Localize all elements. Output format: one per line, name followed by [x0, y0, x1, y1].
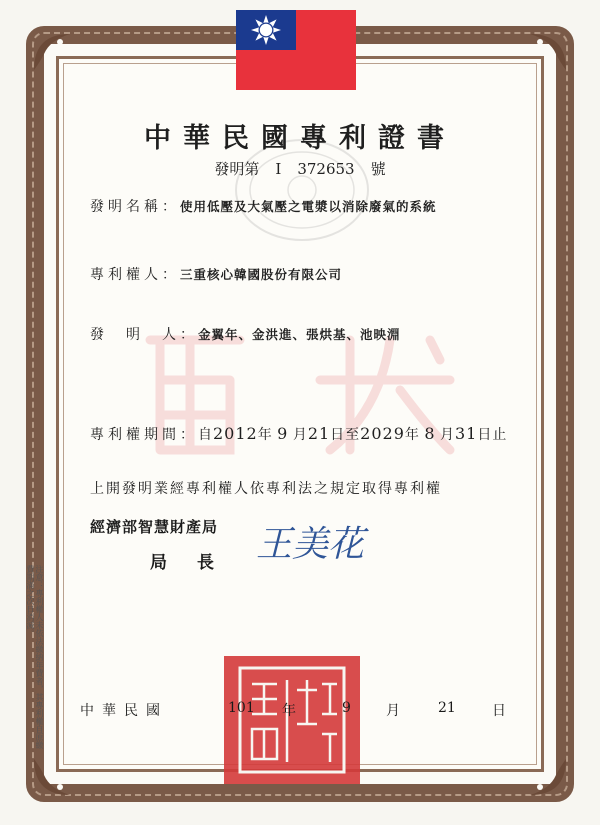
issue-day-word: 日: [492, 703, 506, 719]
director-title: 局長: [150, 553, 244, 573]
patentee-value: 三重核心韓國股份有限公司: [180, 267, 343, 282]
inventors-row: [90, 324, 401, 344]
patent-term-row: [90, 424, 507, 444]
dragon-corner-top-left-icon: [30, 30, 76, 76]
term-to: 至: [345, 427, 361, 443]
invention-name-value: 使用低壓及大氣壓之電漿以消除廢氣的系統: [180, 199, 437, 214]
national-flag-icon: [236, 10, 356, 90]
term-day-word: 日: [330, 427, 346, 443]
term-start-day: 21: [307, 424, 331, 443]
issue-day: 21: [438, 700, 456, 716]
number-suffix: 號: [370, 160, 386, 178]
patent-number: [0, 158, 600, 179]
issue-year-word: 年: [282, 703, 296, 719]
signature-text: 王美花: [256, 524, 365, 565]
invention-name-label: 發明名稱：: [90, 199, 180, 215]
issue-year: 101: [228, 700, 255, 716]
issue-month: 9: [342, 700, 351, 716]
term-from: 自: [198, 427, 213, 443]
closing-statement: 上開發明業經專利權人依專利法之規定取得專利權: [90, 481, 442, 497]
dragon-corner-bottom-right-icon: [524, 753, 570, 799]
number-value: 372653: [297, 160, 355, 178]
term-end-month: 8: [424, 424, 436, 443]
official-seal-stamp: [222, 654, 362, 786]
issuing-agency: 經濟部智慧財產局: [90, 518, 219, 536]
dragon-corner-top-right-icon: [524, 30, 570, 76]
certificate-title: 中華民國專利證書: [144, 123, 456, 154]
term-end-word: 日止: [477, 427, 508, 443]
term-month-word: 月: [292, 427, 308, 443]
term-year-word-2: 年: [404, 427, 420, 443]
issue-date: [80, 700, 520, 720]
issue-month-word: 月: [386, 703, 400, 719]
dragon-corner-bottom-left-icon: [30, 753, 76, 799]
patentee-row: [90, 264, 342, 284]
term-end-day: 31: [454, 424, 478, 443]
number-letter: I: [275, 160, 282, 178]
director-signature: [252, 512, 392, 572]
inventors-label: 發 明 人：: [90, 327, 198, 343]
term-end-year: 2029: [360, 424, 405, 443]
number-prefix: 發明第: [214, 160, 260, 178]
term-start-month: 9: [277, 424, 289, 443]
term-label: 專利權期間：: [90, 427, 198, 443]
invention-name-row: [90, 196, 437, 216]
term-year-word: 年: [257, 427, 273, 443]
inventors-value: 金翼年、金洪進、張烘基、池映淵: [198, 327, 401, 342]
term-month-word-2: 月: [439, 427, 455, 443]
issue-era: 中華民國: [80, 703, 168, 719]
side-note: 注意：專利權人未依法繳納年費者，其專利權自原繳費期滿之次日消滅。: [26, 565, 44, 749]
term-start-year: 2012: [213, 424, 258, 443]
patentee-label: 專利權人：: [90, 267, 180, 283]
